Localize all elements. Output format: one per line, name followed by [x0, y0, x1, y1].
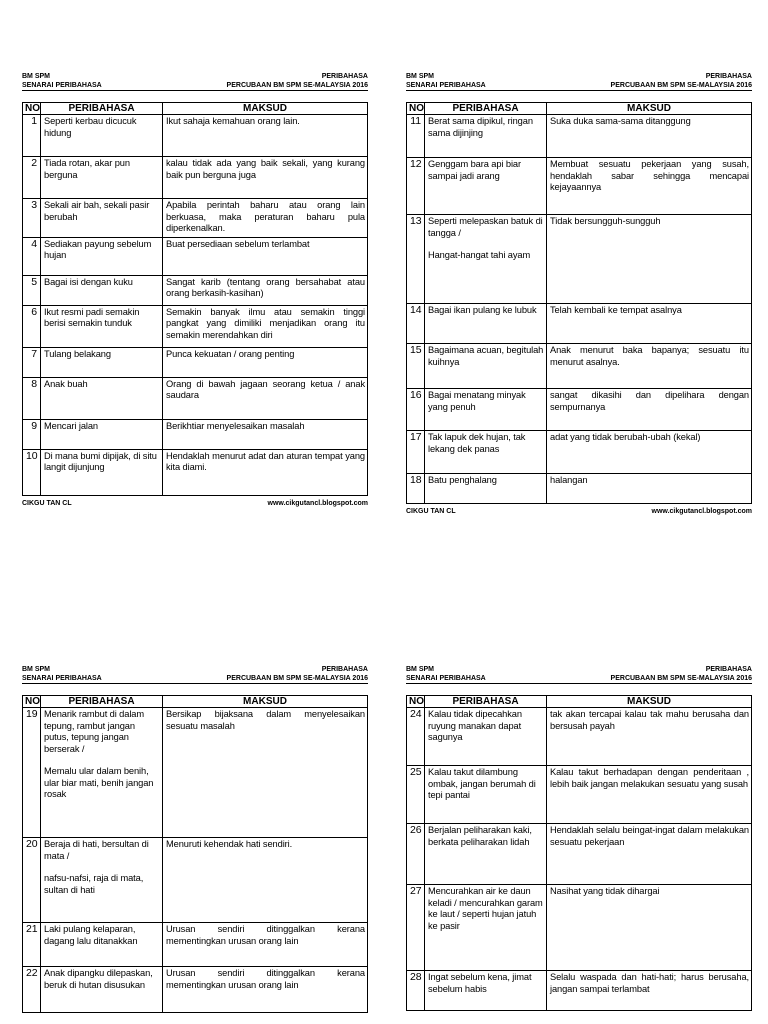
table-row [23, 708, 368, 838]
proverb-text: Mencurahkan air ke daun keladi / mencurahkan garam ke laut / seperti hujan jatuh ke pasir [428, 886, 543, 931]
proverb-text: Bagai ikan pulang ke lubuk [428, 305, 537, 315]
row-number: 2 [23, 157, 41, 199]
proverb-text: Laki pulang kelaparan, dagang lalu ditanakkan [44, 924, 138, 946]
meaning-cell: adat yang tidak berubah-ubah (kekal) [547, 431, 752, 474]
table-row [23, 449, 368, 495]
proverb-cell [425, 215, 547, 304]
sheet-header-row1 [406, 72, 752, 81]
sheet-footer [22, 500, 368, 507]
proverb-cell [41, 199, 163, 238]
proverb-text: Kalau takut dilambung ombak, jangan berumah di tepi pantai [428, 767, 536, 800]
row-number: 3 [23, 199, 41, 238]
proverb-text: Berat sama dipikul, ringan sama dijinjing [428, 116, 533, 138]
proverb-text: Kalau tidak dipecahkan ruyung manakan dapat sagunya [428, 709, 522, 742]
row-number: 1 [23, 115, 41, 157]
table-row [23, 923, 368, 967]
proverb-sheet-1 [22, 72, 368, 507]
proverb-text: Beraja di hati, bersultan di mata / [44, 839, 149, 861]
table-row [407, 115, 752, 158]
proverb-cell [425, 766, 547, 824]
sheet-header-row2 [406, 674, 752, 684]
meaning-cell: Menuruti kehendak hati sendiri. [163, 838, 368, 923]
table-row [407, 389, 752, 431]
col-peribahasa: PERIBAHASA [41, 103, 163, 115]
row-number: 18 [407, 474, 425, 504]
header-subject: BM SPM [22, 666, 50, 673]
meaning-cell: Orang di bawah jagaan seorang ketua / anak saudara [163, 377, 368, 419]
table-row [23, 419, 368, 449]
header-list-title: SENARAI PERIBAHASA [22, 82, 102, 89]
proverb-cell [41, 838, 163, 923]
row-number: 13 [407, 215, 425, 304]
table-row [23, 305, 368, 347]
proverb-table [406, 695, 752, 1011]
proverb-cell [41, 967, 163, 1013]
header-topic: PERIBAHASA [321, 666, 368, 673]
row-number: 21 [23, 923, 41, 967]
proverb-text: Genggam bara api biar sampai jadi arang [428, 159, 521, 181]
proverb-sheet-3 [22, 665, 368, 1013]
header-exam-title: PERCUBAAN BM SPM SE-MALAYSIA 2016 [226, 82, 368, 89]
proverb-cell [425, 971, 547, 1011]
proverb-text: Tulang belakang [44, 348, 111, 359]
proverb-cell [425, 708, 547, 766]
meaning-cell: Urusan sendiri ditinggalkan kerana mementingkan urusan orang lain [163, 967, 368, 1013]
table-row [23, 199, 368, 238]
table-row [407, 474, 752, 504]
sheet-header-row1 [22, 72, 368, 81]
table-row [407, 431, 752, 474]
table-row [23, 157, 368, 199]
header-subject: BM SPM [406, 666, 434, 673]
row-number: 10 [23, 449, 41, 495]
col-no: NO [407, 103, 425, 115]
proverb-cell [425, 389, 547, 431]
proverb-text: Tak lapuk dek hujan, tak lekang dek panas [428, 432, 526, 454]
row-number: 20 [23, 838, 41, 923]
row-number: 9 [23, 419, 41, 449]
proverb-sheet-2 [406, 72, 752, 515]
header-topic: PERIBAHASA [705, 73, 752, 80]
header-exam-title: PERCUBAAN BM SPM SE-MALAYSIA 2016 [610, 82, 752, 89]
proverb-cell [425, 344, 547, 389]
row-number: 16 [407, 389, 425, 431]
proverb-alt-text: nafsu-nafsi, raja di mata, sultan di hati [44, 873, 144, 895]
header-exam-title: PERCUBAAN BM SPM SE-MALAYSIA 2016 [610, 675, 752, 682]
row-number: 24 [407, 708, 425, 766]
row-number: 26 [407, 824, 425, 885]
proverb-cell [425, 304, 547, 344]
table-row [407, 158, 752, 215]
header-list-title: SENARAI PERIBAHASA [406, 675, 486, 682]
col-maksud: MAKSUD [547, 696, 752, 708]
sheet-header-row1 [406, 665, 752, 674]
meaning-cell: Sangat karib (tentang orang bersahabat atau orang berkasih-kasihan) [163, 275, 368, 305]
row-number: 5 [23, 275, 41, 305]
meaning-cell: Ikut sahaja kemahuan orang lain. [163, 115, 368, 157]
proverb-spacer [44, 755, 160, 766]
row-number: 28 [407, 971, 425, 1011]
meaning-cell: Anak menurut baka bapanya; sesuatu itu menurut asalnya. [547, 344, 752, 389]
proverb-spacer [44, 862, 160, 873]
proverb-cell [425, 824, 547, 885]
col-peribahasa: PERIBAHASA [425, 103, 547, 115]
meaning-cell: Bersikap bijaksana dalam menyelesaikan sesuatu masalah [163, 708, 368, 838]
meaning-cell: Buat persediaan sebelum terlambat [163, 237, 368, 275]
header-list-title: SENARAI PERIBAHASA [22, 675, 102, 682]
meaning-cell: Semakin banyak ilmu atau semakin tinggi pangkat yang dimiliki menjadikan orang itu semakin merendahkan diri [163, 305, 368, 347]
proverb-text: Anak buah [44, 378, 88, 389]
meaning-cell: Kalau takut berhadapan dengan penderitaan , lebih baik jangan melakukan sesuatu yang susah [547, 766, 752, 824]
meaning-cell: Hendaklah menurut adat dan aturan tempat yang kita diami. [163, 449, 368, 495]
meaning-cell: Selalu waspada dan hati-hati; harus berusaha, jangan sampai terlambat [547, 971, 752, 1011]
header-list-title: SENARAI PERIBAHASA [406, 82, 486, 89]
proverb-table [406, 102, 752, 504]
proverb-text: Anak dipangku dilepaskan, beruk di hutan disusukan [44, 968, 153, 990]
proverb-text: Sekali air bah, sekali pasir berubah [44, 200, 150, 222]
proverb-cell [41, 923, 163, 967]
header-topic: PERIBAHASA [321, 73, 368, 80]
row-number: 7 [23, 347, 41, 377]
header-subject: BM SPM [22, 73, 50, 80]
meaning-cell: Suka duka sama-sama ditanggung [547, 115, 752, 158]
header-subject: BM SPM [406, 73, 434, 80]
proverb-cell [41, 157, 163, 199]
proverb-text: Bagai menatang minyak yang penuh [428, 390, 526, 412]
meaning-cell: Apabila perintah baharu atau orang lain berkuasa, maka peraturan baharu pula diperkenalkan. [163, 199, 368, 238]
col-peribahasa: PERIBAHASA [425, 696, 547, 708]
row-number: 11 [407, 115, 425, 158]
row-number: 27 [407, 885, 425, 971]
row-number: 8 [23, 377, 41, 419]
proverb-sheet-4 [406, 665, 752, 1011]
proverb-text: Seperti melepaskan batuk di tangga / [428, 216, 543, 238]
proverb-text: Berjalan peliharakan kaki, berkata peliharakan lidah [428, 825, 532, 847]
sheet-footer [406, 508, 752, 515]
table-row [407, 344, 752, 389]
meaning-cell: Tidak bersungguh-sungguh [547, 215, 752, 304]
meaning-cell: Nasihat yang tidak dihargai [547, 885, 752, 971]
meaning-cell: sangat dikasihi dan dipelihara dengan sempurnanya [547, 389, 752, 431]
header-topic: PERIBAHASA [705, 666, 752, 673]
proverb-cell [41, 305, 163, 347]
meaning-cell: Telah kembali ke tempat asalnya [547, 304, 752, 344]
row-number: 14 [407, 304, 425, 344]
proverb-cell [41, 419, 163, 449]
proverb-text: Seperti kerbau dicucuk hidung [44, 116, 137, 138]
sheet-header-row2 [22, 81, 368, 91]
table-row [23, 838, 368, 923]
table-row [407, 708, 752, 766]
proverb-table [22, 695, 368, 1013]
proverb-cell [41, 449, 163, 495]
footer-author: CIKGU TAN CL [22, 499, 72, 507]
proverb-text: Mencari jalan [44, 420, 98, 431]
table-row [23, 275, 368, 305]
table-row [407, 885, 752, 971]
proverb-cell [41, 275, 163, 305]
proverb-text: Ikut resmi padi semakin berisi semakin tunduk [44, 306, 140, 328]
table-row [23, 967, 368, 1013]
row-number: 15 [407, 344, 425, 389]
footer-author: CIKGU TAN CL [406, 508, 456, 515]
proverb-cell [41, 347, 163, 377]
proverb-cell [425, 115, 547, 158]
proverb-text: Di mana bumi dipijak, di situ langit dijunjung [44, 450, 157, 472]
col-no: NO [23, 696, 41, 708]
proverb-text: Ingat sebelum kena, jimat sebelum habis [428, 972, 532, 994]
table-row [23, 115, 368, 157]
meaning-cell: halangan [547, 474, 752, 504]
header-exam-title: PERCUBAAN BM SPM SE-MALAYSIA 2016 [226, 675, 368, 682]
proverb-text: Batu penghalang [428, 475, 497, 485]
proverb-cell [425, 885, 547, 971]
col-no: NO [407, 696, 425, 708]
col-no: NO [23, 103, 41, 115]
row-number: 6 [23, 305, 41, 347]
row-number: 4 [23, 237, 41, 275]
col-maksud: MAKSUD [163, 103, 368, 115]
meaning-cell: Hendaklah selalu beingat-ingat dalam melakukan sesuatu pekerjaan [547, 824, 752, 885]
table-row [407, 824, 752, 885]
proverb-cell [41, 708, 163, 838]
proverb-cell [425, 474, 547, 504]
row-number: 25 [407, 766, 425, 824]
meaning-cell: Membuat sesuatu pekerjaan yang susah, hendaklah sabar sehingga mencapai kejayaannya [547, 158, 752, 215]
meaning-cell: Berikhtiar menyelesaikan masalah [163, 419, 368, 449]
proverb-alt-text: Memalu ular dalam benih, ular biar mati, benih jangan rosak [44, 766, 154, 799]
sheet-header-row1 [22, 665, 368, 674]
row-number: 22 [23, 967, 41, 1013]
proverb-text: Bagai isi dengan kuku [44, 276, 133, 287]
proverb-table [22, 102, 368, 496]
row-number: 19 [23, 708, 41, 838]
proverb-spacer [428, 239, 544, 250]
footer-website: www.cikgutancl.blogspot.com [651, 508, 752, 515]
proverb-text: Sediakan payung sebelum hujan [44, 238, 152, 260]
table-row [407, 971, 752, 1011]
col-maksud: MAKSUD [547, 103, 752, 115]
col-peribahasa: PERIBAHASA [41, 696, 163, 708]
proverb-cell [41, 115, 163, 157]
meaning-cell: tak akan tercapai kalau tak mahu berusaha dan bersusah payah [547, 708, 752, 766]
meaning-cell: kalau tidak ada yang baik sekali, yang kurang baik pun berguna juga [163, 157, 368, 199]
table-row [407, 215, 752, 304]
table-row [407, 304, 752, 344]
proverb-alt-text: Hangat-hangat tahi ayam [428, 250, 531, 260]
col-maksud: MAKSUD [163, 696, 368, 708]
table-row [407, 766, 752, 824]
proverb-text: Bagaimana acuan, begitulah kuihnya [428, 345, 544, 367]
proverb-cell [41, 377, 163, 419]
table-row [23, 347, 368, 377]
footer-website: www.cikgutancl.blogspot.com [267, 499, 368, 507]
table-row [23, 237, 368, 275]
proverb-text: Menarik rambut di dalam tepung, rambut jangan putus, tepung jangan berserak / [44, 709, 145, 754]
proverb-cell [425, 431, 547, 474]
row-number: 17 [407, 431, 425, 474]
sheet-header-row2 [406, 81, 752, 91]
proverb-cell [41, 237, 163, 275]
meaning-cell: Punca kekuatan / orang penting [163, 347, 368, 377]
row-number: 12 [407, 158, 425, 215]
meaning-cell: Urusan sendiri ditinggalkan kerana mementingkan urusan orang lain [163, 923, 368, 967]
proverb-text: Tiada rotan, akar pun berguna [44, 158, 130, 180]
proverb-cell [425, 158, 547, 215]
sheet-header-row2 [22, 674, 368, 684]
table-row [23, 377, 368, 419]
